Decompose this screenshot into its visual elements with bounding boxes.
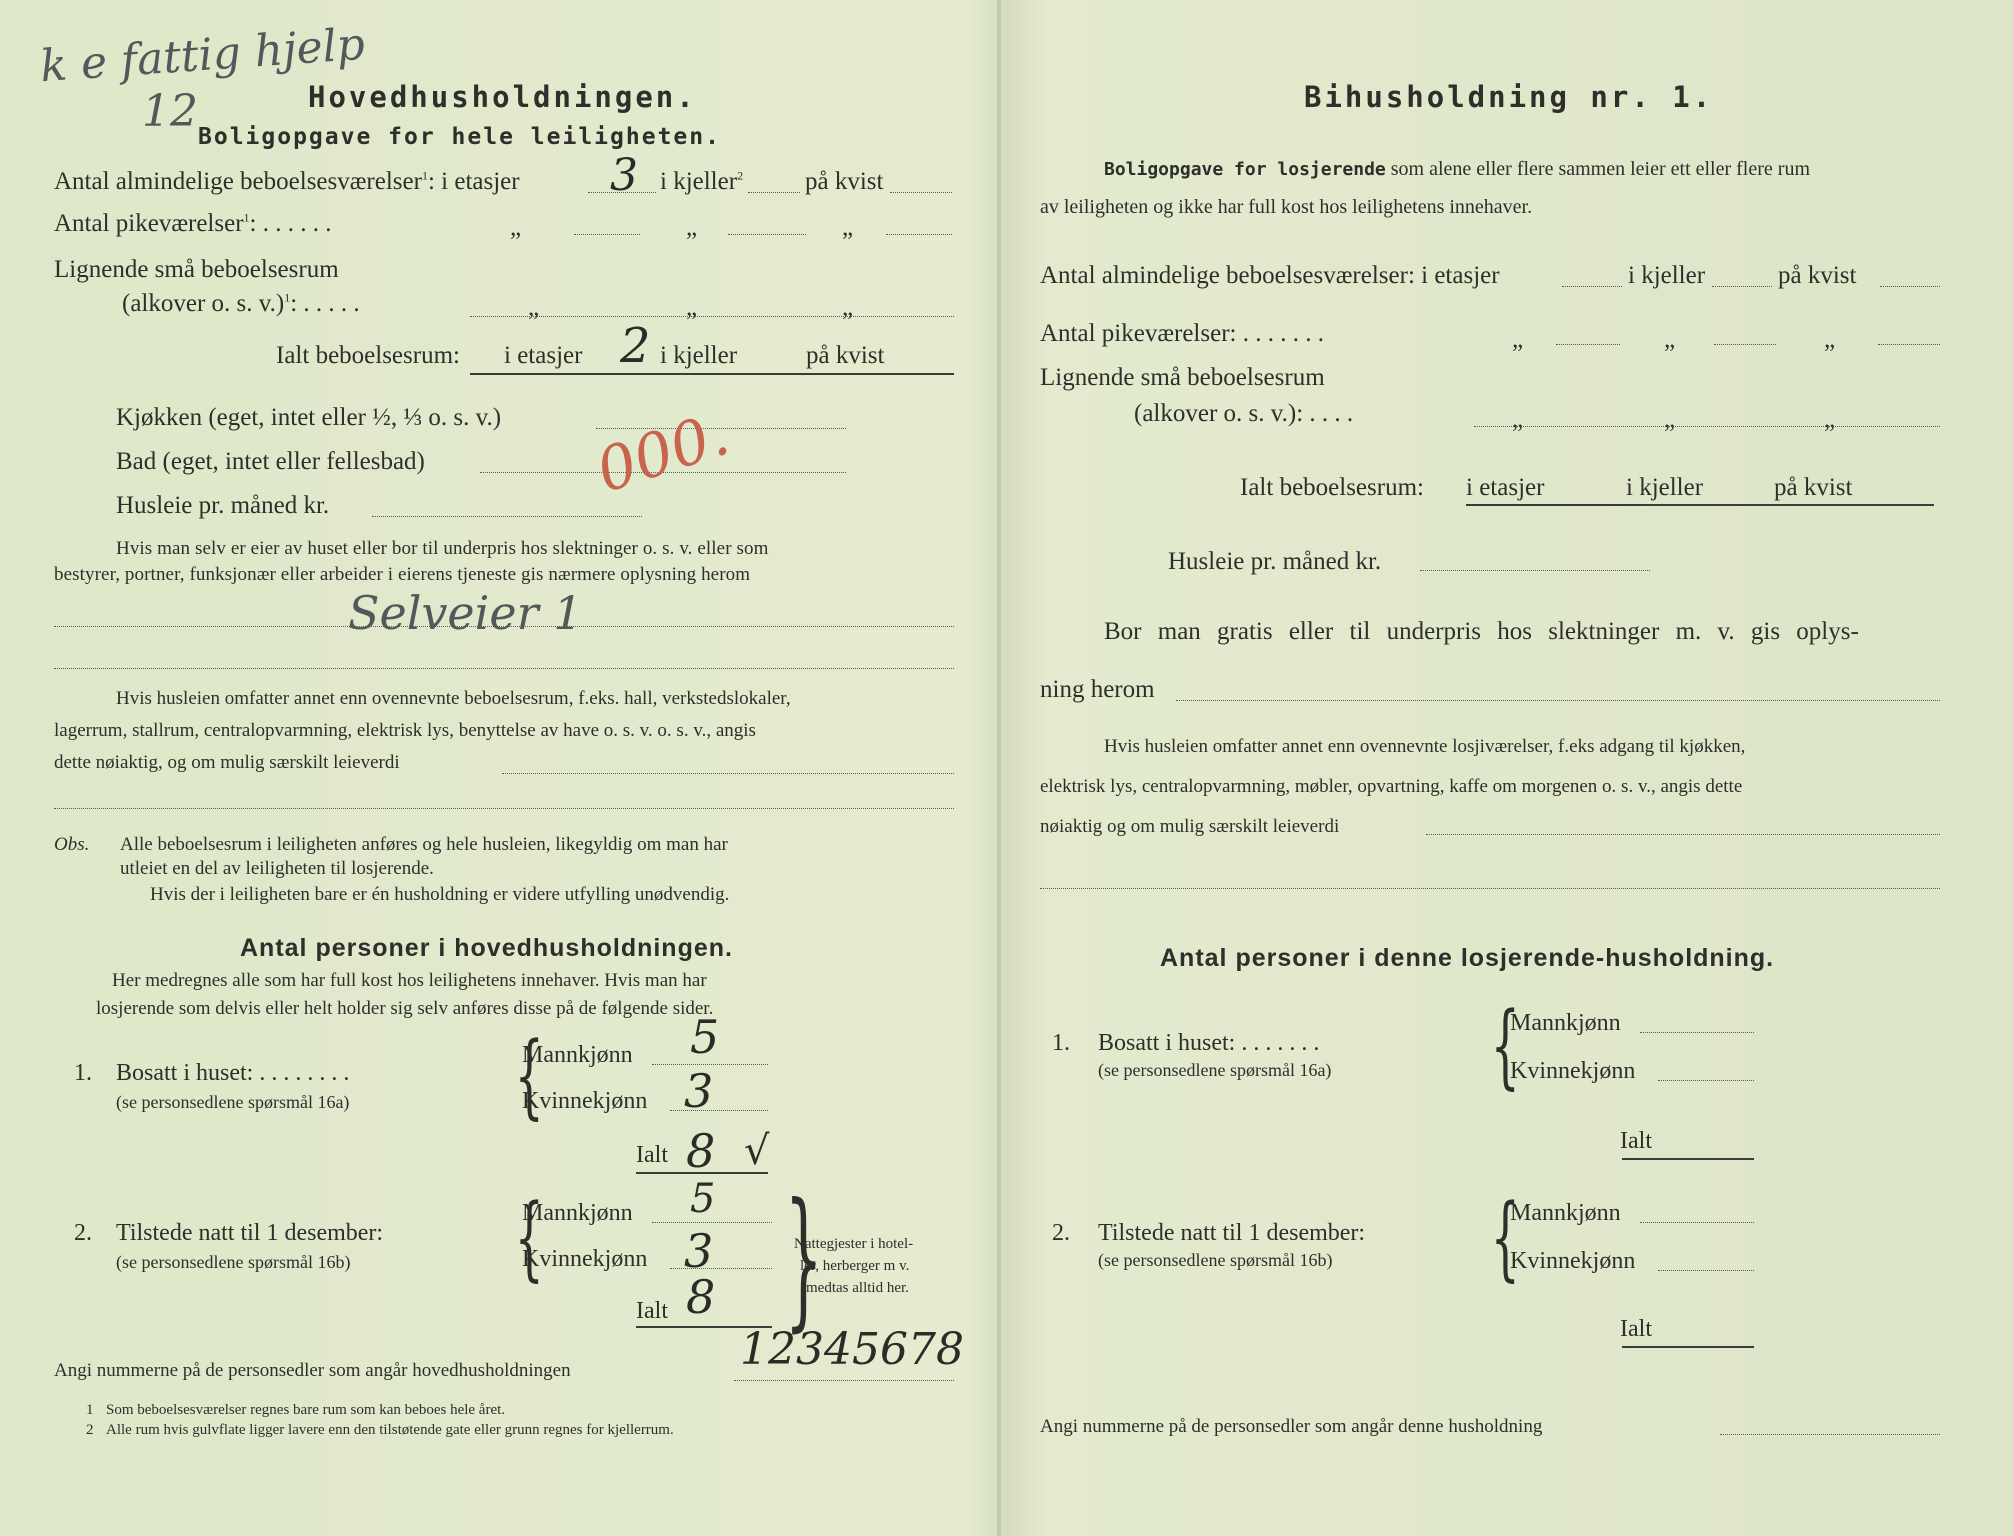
right-row-pike: Antal pikeværelser: . . . . . . .: [1040, 320, 1324, 347]
handwritten-bosatt-check: √: [744, 1128, 770, 1174]
left-pike-line-1: [574, 234, 640, 235]
right-pike-line-2: [1714, 344, 1776, 345]
left-q2-mann: Mannkjønn: [522, 1200, 633, 1226]
right-q2-ialt: Ialt: [1620, 1316, 1652, 1342]
left-obs-l2: utleiet en del av leiligheten til losjerende.: [120, 858, 434, 879]
left-lign-ditto-3: „: [842, 294, 854, 321]
left-row-ialt-kjeller: i kjeller: [660, 342, 738, 369]
right-q1-brace: {: [1490, 992, 1520, 1099]
left-row-kjeller: i kjeller$^2$: [660, 168, 744, 195]
handwritten-owner-note: Selveier 1: [348, 586, 583, 640]
right-intro-l1: Boligopgave for losjerende som alene eller flere sammen leier ett eller flere rum: [1104, 158, 1810, 180]
handwritten-tilstede-ialt: 8: [686, 1270, 716, 1324]
left-row-kvist: på kvist: [805, 168, 884, 195]
left-q2-right-brace: }: [784, 1172, 823, 1346]
right-intro-l2: av leiligheten og ikke har full kost hos leilighetens innehaver.: [1040, 196, 1533, 218]
right-angi-line: [1720, 1434, 1940, 1435]
handwritten-ialt-etasjer-value: 2: [620, 318, 651, 374]
left-q2-sub: (se personsedlene spørsmål 16b): [116, 1252, 351, 1272]
handwritten-tilstede-kvinne: 3: [684, 1224, 714, 1278]
left-row-lign-2: (alkover o. s. v.)$^1$: . . . . .: [122, 290, 360, 317]
right-q2-mann-line: [1640, 1222, 1754, 1223]
right-row-ialt-kjeller: i kjeller: [1626, 474, 1704, 501]
handwritten-bosatt-mann: 5: [690, 1010, 720, 1064]
right-row-alm-kjeller: i kjeller: [1628, 262, 1706, 289]
right-para-line-1: [1426, 834, 1940, 835]
right-para-l3: nøiaktig og om mulig særskilt leieverdi: [1040, 816, 1340, 837]
right-husleie: Husleie pr. måned kr.: [1168, 548, 1382, 575]
left-title: Hovedhusholdningen.: [308, 80, 697, 114]
right-row-ialt-etasjer: i etasjer: [1466, 474, 1545, 501]
right-q1-kvinne: Kvinnekjønn: [1510, 1058, 1636, 1084]
right-q2-label: Tilstede natt til 1 desember:: [1098, 1220, 1366, 1246]
page-fold: [997, 0, 1001, 1536]
right-lign-ditto-3: „: [1824, 406, 1836, 433]
right-q2-brace: {: [1490, 1184, 1520, 1291]
right-pike-ditto-1: „: [1512, 326, 1524, 353]
left-fn2-num: 2: [86, 1422, 94, 1438]
handwritten-corner-number: 12: [142, 86, 198, 137]
left-pike-line-3: [886, 234, 952, 235]
left-q1-kvinne: Kvinnekjønn: [522, 1088, 648, 1114]
right-q2-sub: (se personsedlene spørsmål 16b): [1098, 1250, 1333, 1270]
left-row-lign-1: Lignende små beboelsesrum: [54, 256, 339, 283]
right-row-lign-1: Lignende små beboelsesrum: [1040, 364, 1325, 391]
right-q2-mann: Mannkjønn: [1510, 1200, 1621, 1226]
left-q1-mann: Mannkjønn: [522, 1042, 633, 1068]
right-pike-ditto-2: „: [1664, 326, 1676, 353]
left-angi-line: [734, 1380, 954, 1381]
right-para-l2: elektrisk lys, centralopvarmning, møbler, opvartning, kaffe om morgenen o. s. v., angis dette: [1040, 776, 1743, 797]
left-para1-line-2: [54, 668, 954, 669]
handwritten-bosatt-ialt: 8: [686, 1124, 716, 1178]
right-row-ialt-kvist: på kvist: [1774, 474, 1853, 501]
left-q2-num: 2.: [74, 1220, 92, 1246]
right-q2-num: 2.: [1052, 1220, 1070, 1246]
left-lign-ditto-2: „: [686, 294, 698, 321]
left-kvist-line: [890, 192, 952, 193]
right-q1-mann: Mannkjønn: [1510, 1010, 1621, 1036]
left-bad: Bad (eget, intet eller fellesbad): [116, 448, 425, 475]
right-q2-ialt-underline: [1622, 1346, 1754, 1348]
right-q1-kvinne-line: [1658, 1080, 1754, 1081]
left-fn1: Som beboelsesværelser regnes bare rum som kan beboes hele året.: [106, 1402, 506, 1418]
left-row-ialt-label: Ialt beboelsesrum:: [276, 342, 460, 369]
left-subtitle: Boligopgave for hele leiligheten.: [198, 124, 721, 150]
right-pike-ditto-3: „: [1824, 326, 1836, 353]
left-para2-l1: Hvis husleien omfatter annet enn ovennevnte beboelsesrum, f.eks. hall, verkstedslokaler,: [116, 688, 791, 709]
left-pike-ditto-2: „: [686, 214, 698, 241]
left-lign-line: [470, 316, 954, 317]
left-para1-l2: bestyrer, portner, funksjonær eller arbeider i eierens tjeneste gis nærmere oplysning herom: [54, 564, 751, 585]
left-row-antal-alm-label: Antal almindelige beboelsesværelser$^1$: i etasjer: [54, 168, 520, 195]
right-q1-mann-line: [1640, 1032, 1754, 1033]
left-ialt-underline: [470, 373, 954, 375]
right-gratis-line: [1176, 700, 1940, 701]
right-alm-kjeller-line: [1712, 286, 1772, 287]
right-para-l1: Hvis husleien omfatter annet enn ovennevnte losjiværelser, f.eks adgang til kjøkken,: [1104, 736, 1746, 757]
right-angi: Angi nummerne på de personsedler som angår denne husholdning: [1040, 1416, 1543, 1437]
left-row-ialt-etasjer: i etasjer: [504, 342, 583, 369]
left-nattegjester-l1: Nattegjester i hotel-: [794, 1236, 914, 1252]
left-q2-kvinne: Kvinnekjønn: [522, 1246, 648, 1272]
right-alm-kvist-line: [1880, 286, 1940, 287]
right-lign-ditto-1: „: [1512, 406, 1524, 433]
handwritten-tilstede-mann: 5: [690, 1176, 716, 1222]
left-para2-l3: dette nøiaktig, og om mulig særskilt leieverdi: [54, 752, 400, 773]
left-row-ialt-kvist: på kvist: [806, 342, 885, 369]
left-q1-label: Bosatt i huset: . . . . . . . .: [116, 1060, 350, 1086]
right-pike-line-1: [1556, 344, 1620, 345]
left-lign-ditto-1: „: [528, 294, 540, 321]
handwritten-etasjer-value: 3: [610, 150, 638, 201]
left-kjokken: Kjøkken (eget, intet eller ½, ⅓ o. s. v.): [116, 404, 502, 431]
left-persons-l1: Her medregnes alle som har full kost hos leilighetens innehaver. Hvis man har: [112, 970, 707, 991]
left-q1-brace: {: [514, 1022, 544, 1129]
left-fn1-num: 1: [86, 1402, 94, 1418]
right-para-line-2: [1040, 888, 1940, 889]
handwritten-corner-note: k e fattig hjelp: [38, 18, 367, 93]
right-title: Bihusholdning nr. 1.: [1304, 80, 1714, 114]
right-persons-title: Antal personer i denne losjerende-husholdning.: [1160, 944, 1775, 972]
left-para2-l2: lagerrum, stallrum, centralopvarmning, elektrisk lys, benyttelse av have o. s. v. o. s. v., angis: [54, 720, 756, 741]
right-row-alm-kvist: på kvist: [1778, 262, 1857, 289]
left-q1-ialt: Ialt: [636, 1142, 668, 1168]
left-row-pike: Antal pikeværelser$^1$: . . . . . .: [54, 210, 332, 237]
right-lign-ditto-2: „: [1664, 406, 1676, 433]
left-obs-l3: Hvis der i leiligheten bare er én husholdning er videre utfylling unødvendig.: [150, 884, 730, 905]
left-husleie: Husleie pr. måned kr.: [116, 492, 330, 519]
left-angi: Angi nummerne på de personsedler som angår hovedhusholdningen: [54, 1360, 571, 1381]
left-q2-brace: {: [514, 1184, 544, 1291]
left-kjeller-line: [748, 192, 800, 193]
left-nattegjester-l3: medtas alltid her.: [806, 1280, 909, 1296]
left-husleie-line: [372, 516, 642, 517]
right-ialt-underline: [1466, 504, 1934, 506]
right-husleie-line: [1420, 570, 1650, 571]
right-row-ialt-label: Ialt beboelsesrum:: [1240, 474, 1424, 501]
right-q2-kvinne-line: [1658, 1270, 1754, 1271]
right-row-lign-2: (alkover o. s. v.): . . . .: [1134, 400, 1354, 427]
right-pike-line-3: [1878, 344, 1940, 345]
right-q1-num: 1.: [1052, 1030, 1070, 1056]
right-alm-etasjer-line: [1562, 286, 1622, 287]
left-pike-ditto-1: „: [510, 214, 522, 241]
right-gratis-l2: ning herom: [1040, 676, 1155, 703]
left-fn2: Alle rum hvis gulvflate ligger lavere enn den tilstøtende gate eller grunn regnes for kjellerrum.: [106, 1422, 674, 1438]
right-q1-ialt-underline: [1622, 1158, 1754, 1160]
left-para2-line-2: [54, 808, 954, 809]
right-q1-ialt: Ialt: [1620, 1128, 1652, 1154]
right-row-alm-label: Antal almindelige beboelsesværelser: i etasjer: [1040, 262, 1500, 289]
left-para1-l1: Hvis man selv er eier av huset eller bor til underpris hos slektninger o. s. v. eller som: [116, 538, 769, 559]
right-lign-line: [1474, 426, 1940, 427]
left-pike-ditto-3: „: [842, 214, 854, 241]
left-nattegjester-l2: ler, herberger m v.: [800, 1258, 910, 1274]
left-obs-l1: Alle beboelsesrum i leiligheten anføres og hele husleien, likegyldig om man har: [120, 834, 728, 855]
left-pike-line-2: [728, 234, 806, 235]
left-q1-sub: (se personsedlene spørsmål 16a): [116, 1092, 350, 1112]
right-gratis-l1: Bor man gratis eller til underpris hos slektninger m. v. gis oplys-: [1104, 618, 1859, 645]
handwritten-bosatt-kvinne: 3: [684, 1064, 714, 1118]
left-q2-label: Tilstede natt til 1 desember:: [116, 1220, 384, 1246]
right-q2-kvinne: Kvinnekjønn: [1510, 1248, 1636, 1274]
left-q2-ialt: Ialt: [636, 1298, 668, 1324]
left-persons-l2: losjerende som delvis eller helt holder sig selv anføres disse på de følgende sider.: [96, 998, 714, 1019]
right-q1-label: Bosatt i huset: . . . . . . .: [1098, 1030, 1320, 1056]
left-para2-line-1: [502, 773, 954, 774]
left-q2-mann-line: [652, 1222, 772, 1223]
left-obs-label: Obs.: [54, 834, 90, 855]
left-q1-num: 1.: [74, 1060, 92, 1086]
handwritten-nummerne: 12345678: [740, 1324, 964, 1375]
left-persons-title: Antal personer i hovedhusholdningen.: [240, 934, 733, 962]
handwritten-kjokken-bad-marks: 000.: [588, 399, 738, 507]
right-q1-sub: (se personsedlene spørsmål 16a): [1098, 1060, 1332, 1080]
left-para1-line-1: [54, 626, 954, 627]
